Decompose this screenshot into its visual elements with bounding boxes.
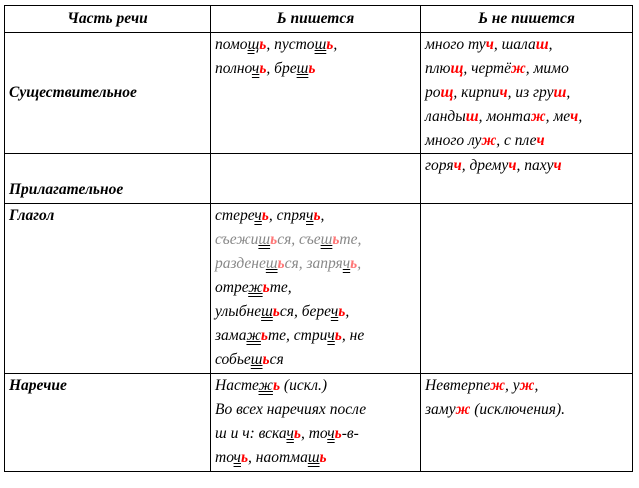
highlighted-letter: ж — [490, 377, 506, 394]
text-segment: , — [578, 108, 583, 125]
header-not-written: Ь не пишется — [421, 6, 633, 33]
highlighted-letter: ч — [485, 36, 494, 53]
highlighted-letter: ь — [272, 303, 280, 320]
text-segment: горя — [425, 157, 454, 174]
text-segment: (исключения). — [470, 401, 566, 418]
text-segment: , — [333, 36, 338, 53]
text-segment: улыбне — [215, 303, 262, 320]
text-segment: заму — [425, 401, 456, 418]
spelling-rules-table — [4, 5, 633, 472]
highlighted-letter: ь — [332, 231, 340, 248]
text-line — [425, 154, 628, 178]
highlighted-letter: ь — [260, 327, 268, 344]
text-line — [215, 324, 416, 348]
row-noun — [5, 33, 633, 154]
text-segment: , черт — [463, 60, 505, 77]
underlined-letter: ч — [327, 327, 335, 344]
text-segment: зама — [215, 327, 247, 344]
text-segment: полно — [215, 60, 252, 77]
text-segment: , шала — [493, 36, 536, 53]
pos-adjective: Прилагательное — [5, 154, 211, 204]
highlighted-letter: ч — [570, 108, 579, 125]
underlined-letter: ч — [330, 303, 339, 320]
adjective-written — [211, 154, 421, 204]
text-line — [425, 57, 628, 81]
text-segment: съежи — [215, 231, 259, 248]
underlined-letter: ш — [296, 60, 309, 77]
underlined-letter: ч — [286, 425, 294, 442]
row-verb — [5, 204, 633, 374]
underlined-letter: ш — [258, 231, 271, 248]
highlighted-letter: ь — [334, 425, 342, 442]
header-written: Ь пишется — [211, 6, 421, 33]
highlighted-letter: ч — [536, 132, 545, 149]
adverb-not-written — [421, 374, 633, 472]
text-segment: , — [534, 377, 539, 394]
text-line — [215, 422, 416, 446]
underlined-letter: ш — [250, 351, 263, 368]
text-segment: , то — [300, 425, 328, 442]
highlighted-letter: ь — [277, 255, 285, 272]
text-segment: ё — [504, 60, 512, 77]
highlighted-letter: ж — [511, 60, 526, 77]
highlighted-letter: ч — [553, 157, 562, 174]
highlighted-letter: ь — [262, 351, 270, 368]
text-segment: Невтерпе — [425, 377, 491, 394]
highlighted-letter: ь — [270, 231, 278, 248]
text-line — [215, 398, 416, 422]
adjective-not-written — [421, 154, 633, 204]
text-line — [215, 252, 416, 276]
text-segment: те, стри — [267, 327, 328, 344]
text-line — [215, 228, 416, 252]
text-segment: ся, запря — [284, 255, 343, 272]
highlighted-letter: ь — [240, 449, 249, 466]
text-segment: , — [357, 255, 362, 272]
highlighted-letter: ш — [553, 84, 567, 101]
text-segment: много лу — [425, 132, 482, 149]
underlined-letter: ш — [307, 449, 320, 466]
underlined-letter: ш — [314, 36, 327, 53]
underlined-letter: ч — [306, 207, 314, 224]
text-segment: помо — [215, 36, 248, 53]
highlighted-letter: ь — [272, 377, 281, 394]
highlighted-letter: ь — [334, 327, 342, 344]
text-segment: отре — [215, 279, 249, 296]
text-segment: ланды — [425, 108, 466, 125]
text-segment: , — [548, 36, 553, 53]
text-line — [215, 300, 416, 324]
highlighted-letter: ш — [465, 108, 479, 125]
text-line — [215, 57, 416, 81]
highlighted-letter: ч — [499, 84, 508, 101]
text-segment: , — [566, 84, 571, 101]
text-segment: , спря — [268, 207, 307, 224]
highlighted-letter: ь — [319, 449, 327, 466]
text-line — [425, 105, 628, 129]
header-row — [5, 6, 633, 33]
highlighted-letter: ж — [519, 377, 535, 394]
highlighted-letter: ч — [508, 157, 517, 174]
text-segment: Во всех наречиях после — [215, 401, 367, 418]
text-line — [425, 129, 628, 153]
highlighted-letter: ь — [326, 36, 334, 53]
text-segment: , дрему — [461, 157, 509, 174]
text-segment: , у — [505, 377, 520, 394]
text-segment: собье — [215, 351, 251, 368]
highlighted-letter: ь — [313, 207, 321, 224]
text-segment: , — [345, 303, 350, 320]
underlined-letter: ч — [254, 207, 262, 224]
verb-not-written — [421, 204, 633, 374]
highlighted-letter: ч — [453, 157, 462, 174]
text-line — [215, 348, 416, 372]
text-line — [425, 33, 628, 57]
text-line — [425, 81, 628, 105]
text-segment: , пусто — [266, 36, 315, 53]
text-segment: , бре — [266, 60, 297, 77]
text-line — [215, 446, 416, 470]
text-segment: , — [320, 207, 325, 224]
text-line — [425, 374, 628, 398]
underlined-letter: ч — [327, 425, 335, 442]
text-segment: ро — [425, 84, 441, 101]
text-segment: ся — [269, 351, 284, 368]
text-segment: стере — [215, 207, 255, 224]
pos-adverb: Наречие — [5, 374, 211, 472]
highlighted-letter: ь — [259, 60, 267, 77]
text-segment: ш и ч: вска — [215, 425, 287, 442]
underlined-letter: ж — [248, 279, 263, 296]
text-segment: , монта — [478, 108, 531, 125]
text-segment: (искл.) — [280, 377, 328, 394]
text-line — [215, 33, 416, 57]
text-line — [215, 276, 416, 300]
text-segment: , из гру — [507, 84, 554, 101]
text-segment: , кирпи — [453, 84, 500, 101]
underlined-letter: ш — [320, 231, 333, 248]
text-segment: -в- — [341, 425, 359, 442]
text-line — [215, 204, 416, 228]
underlined-letter: щ — [247, 36, 260, 53]
text-line — [215, 374, 416, 398]
adverb-written — [211, 374, 421, 472]
pos-verb: Глагол — [5, 204, 211, 374]
text-segment: , наотма — [248, 449, 308, 466]
text-segment: , паху — [516, 157, 554, 174]
highlighted-letter: ь — [350, 255, 358, 272]
text-segment: раздене — [215, 255, 266, 272]
row-adverb — [5, 374, 633, 472]
highlighted-letter: ь — [261, 207, 269, 224]
text-segment: , не — [341, 327, 365, 344]
underlined-letter: ч — [342, 255, 351, 272]
highlighted-letter: ж — [481, 132, 497, 149]
noun-written — [211, 33, 421, 154]
highlighted-letter: ь — [338, 303, 346, 320]
highlighted-letter: щ — [440, 84, 454, 101]
text-segment: те, — [339, 231, 362, 248]
highlighted-letter: ь — [262, 279, 270, 296]
underlined-letter: ч — [251, 60, 260, 77]
text-segment: ся, бере — [279, 303, 331, 320]
underlined-letter: ш — [261, 303, 273, 320]
highlighted-letter: щ — [450, 60, 464, 77]
text-line — [425, 398, 628, 422]
text-segment: , с пле — [496, 132, 537, 149]
text-segment: ся, съе — [277, 231, 321, 248]
pos-noun: Существительное — [5, 33, 211, 154]
highlighted-letter: ь — [293, 425, 301, 442]
header-pos: Часть речи — [5, 6, 211, 33]
text-segment: , мимо — [525, 60, 569, 77]
text-segment: те, — [269, 279, 292, 296]
text-segment: Насте — [215, 377, 259, 394]
text-segment: то — [215, 449, 234, 466]
highlighted-letter: ж — [530, 108, 546, 125]
text-segment: , ме — [545, 108, 571, 125]
text-segment: много ту — [425, 36, 486, 53]
underlined-letter: ш — [265, 255, 278, 272]
highlighted-letter: ь — [308, 60, 316, 77]
underlined-letter: ж — [246, 327, 261, 344]
highlighted-letter: ь — [259, 36, 267, 53]
text-segment: плю — [425, 60, 451, 77]
underlined-letter: ж — [258, 377, 273, 394]
noun-not-written — [421, 33, 633, 154]
verb-written — [211, 204, 421, 374]
row-adjective — [5, 154, 633, 204]
highlighted-letter: ш — [535, 36, 549, 53]
highlighted-letter: ж — [455, 401, 471, 418]
underlined-letter: ч — [233, 449, 241, 466]
